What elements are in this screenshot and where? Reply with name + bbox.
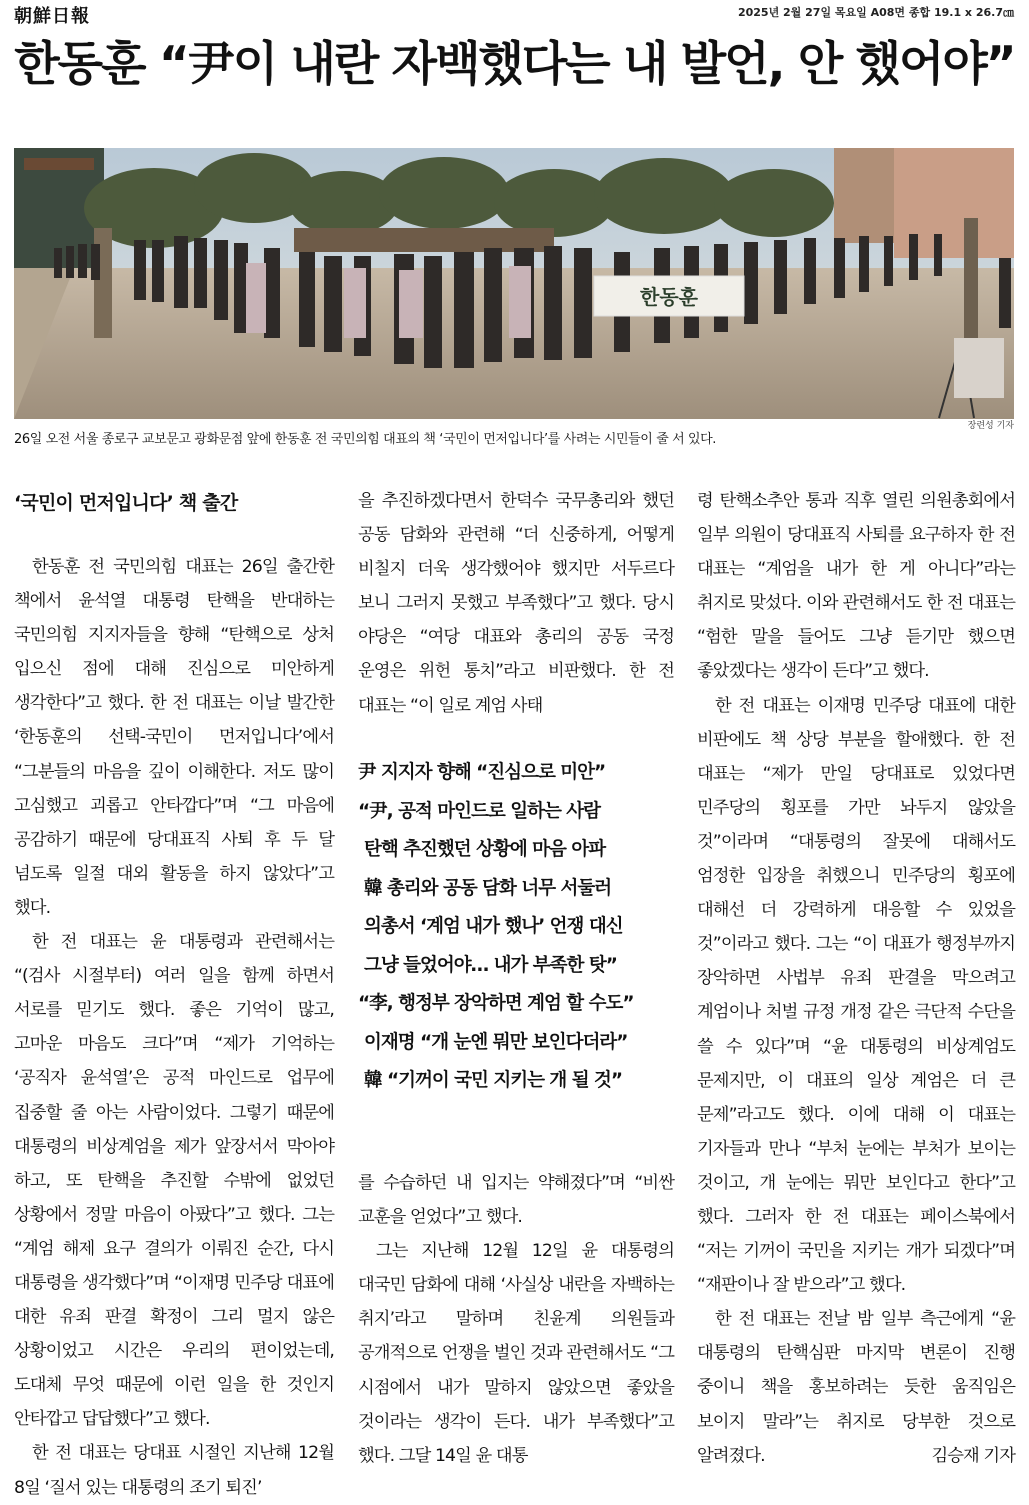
article-column-3 (697, 484, 1015, 1473)
paragraph: 한 전 대표는 전날 밤 일부 측근에게 “윤 대통령의 탄핵심판 마지막 변론이 진행 중이니 책을 홍보하려는 듯한 움직임은 보이지 말라”는 취지로 당부한 것으로 알려졌다. (697, 1309, 1015, 1466)
photo-caption: 26일 오전 서울 종로구 교보문고 광화문점 앞에 한동훈 전 국민의힘 대표의 책 ‘국민이 먼저입니다’를 사려는 시민들이 줄 서 있다. (14, 432, 717, 447)
paragraph: 한 전 대표는 당대표 시절인 지난해 12월 8일 ‘질서 있는 대통령의 조기 퇴진’ (14, 1443, 334, 1498)
paragraph: 한 전 대표는 윤 대통령과 관련해서는 “(검사 시절부터) 여러 일을 함께 하면서 서로를 믿기도 했다. 좋은 기억이 많고, 고마운 마음도 크다”며 “제가 기억하는 ‘공직자 윤석열’은 공적 마인드로 업무에 집중할 줄 아는 사람이었다. 그렇기 때문에 대통령의 비상계엄을 제가 앞장서서 막아야 하고, 또 탄핵을 추진할 수밖에 없었던 상황에서 정말 마음이 아팠다”고 했다. 그는 “계엄 해제 요구 결의가 이뤄진 순간, 다시 대통령을 생각했다”며 “이재명 민주당 대표에 대한 유죄 판결 확정이 그리 멀지 않은 상황이었고 시간은 우리의 편이었는데, 도대체 무엇 때문에 이런 일을 한 것인지 안타깝고 답답했다”고 했다. (14, 932, 334, 1430)
newspaper-logo: 朝鮮日報 (14, 6, 90, 27)
article-column-1 (14, 484, 334, 1505)
headline: 한동훈 “尹이 내란 자백했다는 내 발언, 안 했어야” (14, 37, 1015, 92)
pull-quote-line: 韓 총리와 공동 담화 너무 서둘러 (364, 877, 612, 899)
article-column-2-bottom (358, 1166, 674, 1473)
news-photo (14, 148, 1014, 419)
paragraph: 그는 지난해 12월 12일 윤 대통령의 대국민 담화에 대해 ‘사실상 내란을 자백하는 취지’라고 말하며 친윤계 의원들과 공개적으로 언쟁을 벌인 것과 관련해서도 “그 시점에서 내가 말하지 않았으면 좋았을 것이라는 생각이 든다. 내가 부족했다”고 했다. 그달 14일 윤 대통 (358, 1241, 674, 1466)
photo-credit: 장련성 기자 (967, 421, 1014, 431)
pull-quote-box (358, 754, 676, 1101)
article-subhead: ‘국민이 먼저입니다’ 책 출간 (14, 492, 238, 514)
pull-quote-line: 이재명 “개 눈엔 뭐만 보인다더라” (364, 1031, 628, 1053)
byline: 김승재 기자 (931, 1445, 1015, 1466)
pull-quote-line: “尹, 공적 마인드로 일하는 사람 (358, 800, 601, 822)
pull-quote-line: 의총서 ‘계엄 내가 했나’ 언쟁 대신 (364, 916, 623, 937)
banner-text: 한동훈 (640, 285, 698, 309)
paragraph: 령 탄핵소추안 통과 직후 열린 의원총회에서 일부 의원이 당대표직 사퇴를 요구하자 한 전 대표는 “계엄을 내가 한 게 아니다”라는 취지로 맞섰다. 이와 관련해서도 한 전 대표는 “험한 말을 들어도 그냥 듣기만 했으면 좋았겠다는 생각이 든다”고 했다. (697, 491, 1015, 682)
pull-quote-line: 韓 “기꺼이 국민 지키는 개 될 것” (364, 1070, 623, 1091)
paragraph: 을 추진하겠다면서 한덕수 국무총리와 했던 공동 담화와 관련해 “더 신중하게, 어떻게 비칠지 더욱 생각했어야 했지만 서두르다 보니 그러지 못했고 부족했다”고 했다. 당시 야당은 “여당 대표와 총리의 공동 국정 운영은 위헌 통치”라고 비판했다. 한 전 대표는 “이 일로 계엄 사태 (358, 491, 674, 716)
paragraph: 를 수습하던 내 입지는 약해졌다”며 “비싼 교훈을 얻었다”고 했다. (358, 1173, 674, 1228)
pull-quote-line: “李, 행정부 장악하면 계엄 할 수도” (358, 993, 634, 1014)
masthead (14, 2, 1014, 27)
paragraph: 한 전 대표는 이재명 민주당 대표에 대한 비판에도 책 상당 부분을 할애했다. 한 전 대표는 “제가 만일 당대표로 있었다면 민주당의 횡포를 가만 놔두지 않았을 것”이라며 “대통령의 잘못에 대해서도 엄정한 입장을 취했으니 민주당의 횡포에 대해선 더 강력하게 대응할 수 있었을 것”이라고 했다. 그는 “이 대표가 행정부까지 장악하면 사법부 유죄 판결을 막으려고 계엄이나 처벌 규정 개정 같은 극단적 수단을 쓸 수 있다”며 “윤 대통령의 비상계엄도 문제지만, 이 대표의 일상 계엄은 더 큰 문제”라고도 했다. 이에 대해 이 대표는 기자들과 만나 “부처 눈에는 부처가 보이는 것이고, 개 눈에는 뭐만 보인다고 한다”고 했다. 그러자 한 전 대표는 페이스북에서 “저는 기꺼이 국민을 지키는 개가 되겠다”며 “재판이나 잘 받으라”고 했다. (697, 695, 1015, 1296)
paragraph: 한동훈 전 국민의힘 대표는 26일 출간한 책에서 윤석열 대통령 탄핵을 반대하는 국민의힘 지지자들을 향해 “탄핵으로 상처 입으신 점에 대해 진심으로 미안하게 생각한다”고 했다. 한 전 대표는 이날 발간한 ‘한동훈의 선택-국민이 먼저입니다’에서 “그분들의 마음을 깊이 이해한다. 저도 많이 고심했고 괴롭고 안타깝다”며 “그 마음에 공감하기 때문에 당대표직 사퇴 후 두 달 넘도록 일절 대외 활동을 하지 않았다”고 했다. (14, 557, 334, 918)
pull-quote-line: 尹 지지자 향해 “진심으로 미안” (358, 762, 606, 783)
crowd-line-photo-illustration (14, 148, 1014, 419)
pull-quote-line: 그냥 들었어야… 내가 부족한 탓” (364, 954, 617, 976)
article-column-2-top (358, 484, 674, 723)
pull-quote-line: 탄핵 추진했던 상황에 마음 아파 (364, 839, 606, 860)
publication-info: 2025년 2월 27일 목요일 A08면 종합 19.1 x 26.7㎝ (737, 6, 1014, 19)
